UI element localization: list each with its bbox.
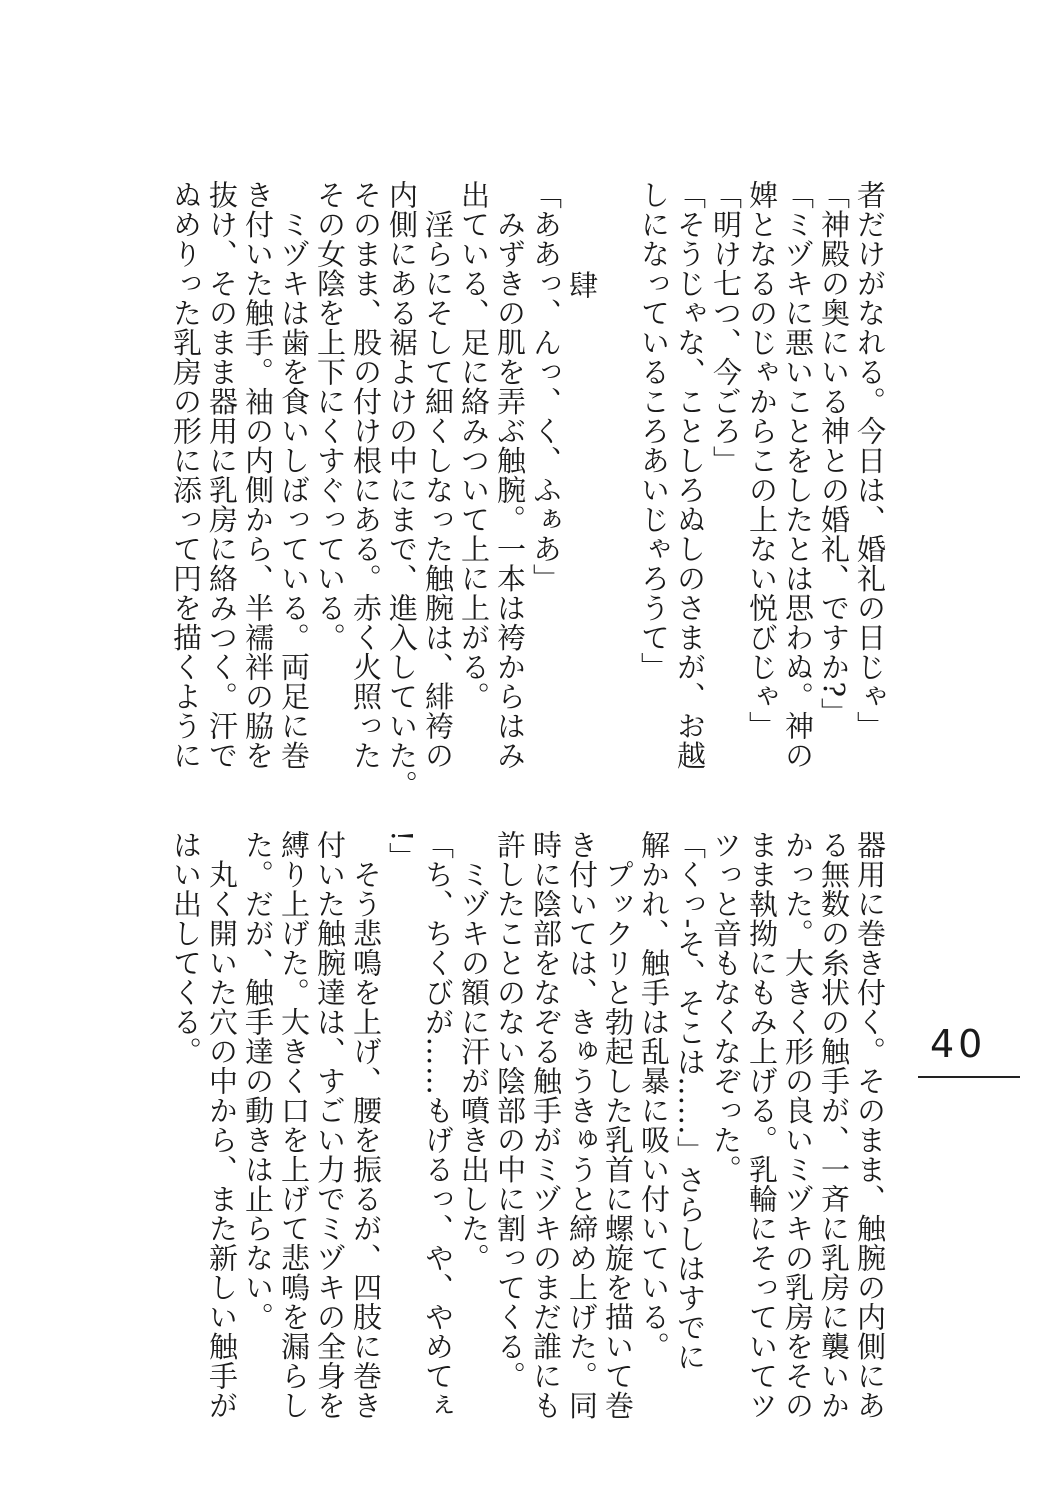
text-column: 者だけがなれる。今日は、婚礼の日じゃ」 <box>853 180 887 741</box>
text-column: 出ている、足に絡みついて上に上がる。 <box>457 180 491 711</box>
text-column: 「ち、ちくびが……もげるっ、や、やめてぇ <box>421 830 455 1420</box>
text-column: まま執拗にもみ上げる。乳輪にそっていてツ <box>745 830 779 1420</box>
text-column: ツっと音もなくなぞった。 <box>709 830 743 1184</box>
text-column: 淫らにそして細くしなった触腕は、緋袴の <box>421 180 455 770</box>
text-column: かった。大きく形の良いミヅキの乳房をその <box>781 830 815 1420</box>
text-column: 時に陰部をなぞる触手がミヅキのまだ誰にも <box>529 830 563 1420</box>
text-column: みずきの肌を弄ぶ触腕。一本は袴からはみ <box>493 180 527 770</box>
section-heading: 肆 <box>565 270 599 300</box>
text-column: ぬめりった乳房の形に添って円を描くように <box>169 180 203 770</box>
text-column: 縛り上げた。大きく口を上げて悲鳴を漏らし <box>277 830 311 1420</box>
text-column: プックリと勃起した乳首に螺旋を描いて巻 <box>601 830 635 1420</box>
text-column: た。だが、触手達の動きは止らない。 <box>241 830 275 1332</box>
upper-text-block <box>168 180 888 800</box>
text-column: その女陰を上下にくすぐっている。 <box>313 180 347 652</box>
text-column: ミヅキは歯を食いしばっている。両足に巻 <box>277 180 311 770</box>
text-column: はい出してくる。 <box>169 830 203 1066</box>
text-column: ミヅキの額に汗が噴き出した。 <box>457 830 491 1273</box>
text-column: 器用に巻き付く。そのまま、触腕の内側にあ <box>853 830 887 1420</box>
text-column: そのまま、股の付け根にある。赤く火照った <box>349 180 383 770</box>
text-column: 解かれ、触手は乱暴に吸い付いている。 <box>637 830 671 1361</box>
text-column: 「くっ-そ、そこは……」さらしはすでに <box>673 830 707 1372</box>
text-column: !」 <box>385 830 419 872</box>
page-number: 40 <box>930 1022 987 1066</box>
text-column: 許したことのない陰部の中に割ってくる。 <box>493 830 527 1391</box>
lower-text-block <box>168 830 888 1420</box>
text-column: 「ああっ、んっ、く、ふぁあ」 <box>529 180 563 593</box>
text-column: 内側にある裾よけの中にまで、進入していた。 <box>385 180 419 800</box>
text-column: 「神殿の奥にいる神との婚礼、ですか?」 <box>817 180 851 728</box>
text-column: 抜け、そのまま器用に乳房に絡みつく。汗で <box>205 180 239 770</box>
text-column: き付いては、きゅうきゅうと締め上げた。同 <box>565 830 599 1420</box>
text-column: き付いた触手。袖の内側から、半襦袢の脇を <box>241 180 275 770</box>
text-column: 「そうじゃな、ことしろぬしのさまが、お越 <box>673 180 707 770</box>
page-number-rule <box>918 1076 1020 1078</box>
text-column: 付いた触腕達は、すごい力でミヅキの全身を <box>313 830 347 1420</box>
text-column: そう悲鳴を上げ、腰を振るが、四肢に巻き <box>349 830 383 1420</box>
text-column: 「ミヅキに悪いことをしたとは思わぬ。神の <box>781 180 815 770</box>
text-column: 丸く開いた穴の中から、また新しい触手が <box>205 830 239 1420</box>
text-column: る無数の糸状の触手が、一斉に乳房に襲いか <box>817 830 851 1420</box>
text-column: しになっているころあいじゃろうて」 <box>637 180 671 682</box>
text-column: 「明け七つ、今ごろ」 <box>709 180 743 475</box>
text-column: 婢となるのじゃからこの上ない悦びじゃ」 <box>745 180 779 741</box>
text-column <box>600 180 636 720</box>
